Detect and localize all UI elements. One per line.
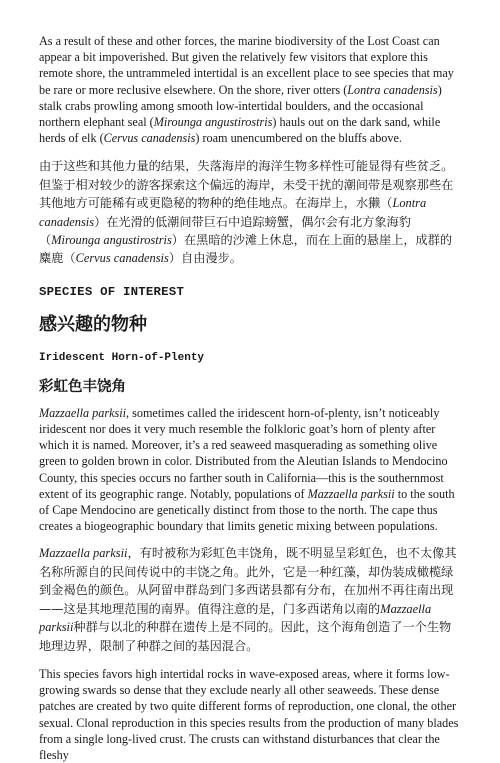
species-name: Mazzaella parksii	[39, 405, 127, 420]
text-run: ）在光滑的低潮间带巨石中追踪螃蟹，偶尔会有北方象海豹（	[39, 214, 411, 248]
subsection-heading-en: Iridescent Horn-of-Plenty	[39, 351, 205, 364]
section-heading-en: SPECIES OF INTEREST	[39, 284, 185, 299]
intro-paragraph-zh	[39, 157, 459, 267]
species-paragraph-zh	[39, 544, 459, 654]
document-page	[39, 33, 459, 763]
text-run: As a result of these and other forces, the marine biodiversity of the Lost Coast can appear a bit impoverished. But given the relatively few visitors that explore this remote shore, the untrammeled intertidal is an excellent place to see species that may be rare or more reclusive elsewhere. On the shore, river otters (	[39, 34, 454, 97]
species-name: Mirounga angustirostris	[51, 233, 172, 248]
species-paragraph-en	[39, 405, 459, 535]
species-name: Lontra canadensis	[39, 196, 427, 229]
text-run: , sometimes called the iridescent horn-of-plenty, isn’t noticeably iridescent nor does it very much resemble the folkloric goat’s horn of plenty after which it is named. Moreover, it’s a red seaweed masquerading as something olive green to golden brown in color. Distributed from the Aleutian Islands to Mendocino County, this species occurs no farther south in California—this is the southernmost extent of its geographic range. Notably, populations of	[39, 405, 448, 501]
text-run: ) hauls out on the dark sand, while herds of elk (	[39, 115, 441, 146]
text-run: ，有时被称为彩虹色丰饶角，既不明显呈彩虹色，也不太像其名称所源自的民间传说中的丰饶之角。此外，它是一种红藻，却伪装成橄榄绿到金褐色的颜色。从阿留申群岛到门多西诺县都有分布，在加州不再往南出现——这是其地理范围的南界。值得注意的是，门多西诺角以南的	[39, 546, 457, 616]
species-name: Lontra canadensis	[347, 82, 438, 97]
species-name: Mazzaella parksii	[39, 601, 432, 635]
text-run: ) stalk crabs prowling among smooth low-intertidal boulders, and the occasional northern elephant seal (	[39, 82, 442, 130]
intro-paragraph-en	[39, 33, 459, 146]
text-run: to the south of Cape Mendocino are genetically distinct from those to the north. The cape thus creates a biogeographic boundary that limits genetic mixing between populations.	[39, 486, 455, 534]
species-name: Cervus canadensis	[103, 131, 196, 146]
subsection-heading-zh: 彩虹色丰饶角	[39, 378, 126, 395]
text-run: 由于这些和其他力量的结果，失落海岸的海洋生物多样性可能显得有些贫乏。但鉴于相对较少的游客探索这个偏远的海岸，未受干扰的潮间带是观察那些在其他地方可能稀有或更隐秘的物种的绝佳地点。在海岸上，水獭（	[39, 159, 454, 211]
species-name: Cervus canadensis	[75, 251, 169, 266]
species-name: Mirounga angustirostris	[153, 115, 273, 130]
text-run: ）在黑暗的沙滩上休息，而在上面的悬崖上，成群的麋鹿（	[39, 233, 453, 266]
text-run: ）自由漫步。	[168, 251, 242, 266]
species-name: Mazzaella parksii	[39, 546, 128, 561]
section-heading-zh: 感兴趣的物种	[39, 313, 147, 335]
habitat-paragraph-en: This species favors high intertidal rocks in wave-exposed areas, where it forms low-growing swards so dense that they exclude nearly all other seaweeds. These dense patches are created by two quite different forms of reproduction, one clonal, the other sexual. Clonal reproduction in this species results from the production of many blades from a single long-lived crust. The crusts can withstand disturbances that clear the fleshy	[39, 666, 459, 762]
text-run: 种群与以北的种群在遗传上是不同的。因此，这个海角创造了一个生物地理边界，限制了种群之间的基因混合。	[39, 620, 452, 653]
species-name: Mazzaella parksii	[307, 486, 395, 501]
text-run: ) roam unencumbered on the bluffs above.	[195, 131, 402, 146]
